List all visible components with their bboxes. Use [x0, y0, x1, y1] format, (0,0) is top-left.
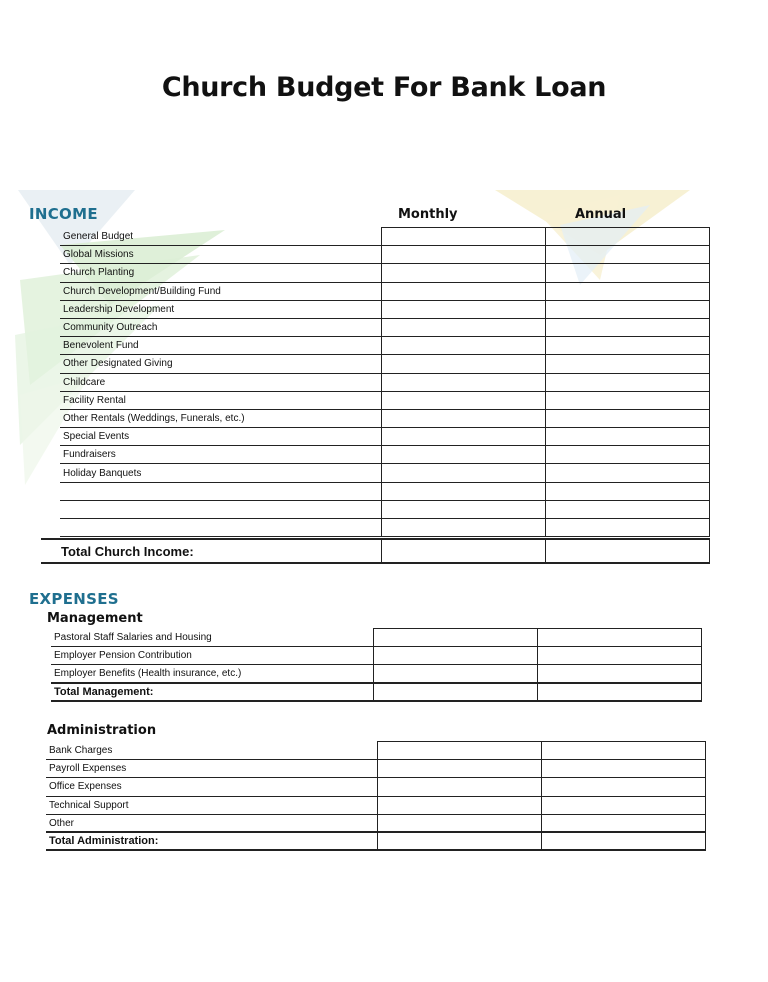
- management-total-monthly-cell[interactable]: [373, 683, 537, 701]
- income-row-label: General Budget: [60, 228, 381, 246]
- income-row: [60, 391, 709, 409]
- income-annual-cell[interactable]: [545, 337, 709, 355]
- administration-row: [46, 778, 705, 796]
- income-row: [60, 264, 709, 282]
- administration-row-label: Bank Charges: [46, 742, 377, 760]
- income-row-label: Other Rentals (Weddings, Funerals, etc.): [60, 409, 381, 427]
- income-row-label: Holiday Banquets: [60, 464, 381, 482]
- income-row-label: [60, 519, 381, 537]
- income-table: [60, 227, 710, 537]
- income-monthly-cell[interactable]: [381, 355, 545, 373]
- income-monthly-cell[interactable]: [381, 446, 545, 464]
- administration-total-annual-cell[interactable]: [541, 832, 705, 850]
- management-row: [51, 647, 701, 665]
- income-total-monthly-cell[interactable]: [381, 539, 545, 563]
- administration-annual-cell[interactable]: [541, 796, 705, 814]
- administration-total-monthly-cell[interactable]: [377, 832, 541, 850]
- administration-row: [46, 796, 705, 814]
- income-row-label: [60, 482, 381, 500]
- income-annual-cell[interactable]: [545, 264, 709, 282]
- income-annual-cell[interactable]: [545, 464, 709, 482]
- income-row-label: Church Planting: [60, 264, 381, 282]
- income-annual-cell[interactable]: [545, 446, 709, 464]
- income-monthly-cell[interactable]: [381, 228, 545, 246]
- income-annual-cell[interactable]: [545, 482, 709, 500]
- administration-monthly-cell[interactable]: [377, 760, 541, 778]
- administration-total-label: Total Administration:: [46, 832, 377, 850]
- income-monthly-cell[interactable]: [381, 282, 545, 300]
- income-row: [60, 282, 709, 300]
- income-annual-cell[interactable]: [545, 355, 709, 373]
- income-monthly-cell[interactable]: [381, 464, 545, 482]
- income-annual-cell[interactable]: [545, 519, 709, 537]
- income-annual-cell[interactable]: [545, 500, 709, 518]
- income-row-label: Community Outreach: [60, 318, 381, 336]
- income-row-label: [60, 500, 381, 518]
- administration-annual-cell[interactable]: [541, 760, 705, 778]
- administration-row-label: Technical Support: [46, 796, 377, 814]
- annual-column-header: Annual: [575, 207, 627, 222]
- management-row-label: Employer Benefits (Health insurance, etc.): [51, 665, 373, 683]
- management-row: [51, 629, 701, 647]
- income-heading: INCOME: [29, 205, 98, 223]
- income-row: [60, 409, 709, 427]
- income-annual-cell[interactable]: [545, 409, 709, 427]
- administration-monthly-cell[interactable]: [377, 742, 541, 760]
- income-row-label: Special Events: [60, 428, 381, 446]
- management-monthly-cell[interactable]: [373, 647, 537, 665]
- income-row: [60, 428, 709, 446]
- income-row-label: Benevolent Fund: [60, 337, 381, 355]
- income-monthly-cell[interactable]: [381, 519, 545, 537]
- administration-monthly-cell[interactable]: [377, 796, 541, 814]
- administration-row-label: Office Expenses: [46, 778, 377, 796]
- income-row-label: Fundraisers: [60, 446, 381, 464]
- income-monthly-cell[interactable]: [381, 337, 545, 355]
- income-annual-cell[interactable]: [545, 228, 709, 246]
- administration-heading: Administration: [47, 723, 157, 738]
- income-row-label: Leadership Development: [60, 300, 381, 318]
- management-annual-cell[interactable]: [537, 665, 701, 683]
- income-monthly-cell[interactable]: [381, 246, 545, 264]
- income-total-annual-cell[interactable]: [545, 539, 709, 563]
- income-row: [60, 318, 709, 336]
- administration-row-label: Other: [46, 814, 377, 832]
- income-row-label: Childcare: [60, 373, 381, 391]
- income-row: [60, 482, 709, 500]
- administration-monthly-cell[interactable]: [377, 814, 541, 832]
- income-annual-cell[interactable]: [545, 282, 709, 300]
- income-total-row: [41, 539, 709, 563]
- administration-total-row: [46, 832, 705, 850]
- income-row: [60, 446, 709, 464]
- income-monthly-cell[interactable]: [381, 391, 545, 409]
- income-monthly-cell[interactable]: [381, 482, 545, 500]
- income-total-label: Total Church Income:: [41, 539, 381, 563]
- income-row: [60, 373, 709, 391]
- income-row-label: Other Designated Giving: [60, 355, 381, 373]
- management-monthly-cell[interactable]: [373, 665, 537, 683]
- income-monthly-cell[interactable]: [381, 264, 545, 282]
- income-row: [60, 300, 709, 318]
- management-total-row: [51, 683, 701, 701]
- income-annual-cell[interactable]: [545, 318, 709, 336]
- administration-row: [46, 760, 705, 778]
- income-annual-cell[interactable]: [545, 373, 709, 391]
- administration-annual-cell[interactable]: [541, 778, 705, 796]
- administration-row: [46, 814, 705, 832]
- income-monthly-cell[interactable]: [381, 300, 545, 318]
- management-annual-cell[interactable]: [537, 629, 701, 647]
- income-row-label: Church Development/Building Fund: [60, 282, 381, 300]
- management-row: [51, 665, 701, 683]
- management-heading: Management: [47, 611, 143, 626]
- administration-annual-cell[interactable]: [541, 742, 705, 760]
- income-monthly-cell[interactable]: [381, 409, 545, 427]
- management-monthly-cell[interactable]: [373, 629, 537, 647]
- monthly-column-header: Monthly: [398, 207, 458, 222]
- income-row: [60, 246, 709, 264]
- income-monthly-cell[interactable]: [381, 373, 545, 391]
- income-row: [60, 337, 709, 355]
- management-table: [51, 628, 702, 702]
- page-title: Church Budget For Bank Loan: [161, 72, 607, 103]
- management-total-annual-cell[interactable]: [537, 683, 701, 701]
- income-row: [60, 228, 709, 246]
- income-annual-cell[interactable]: [545, 300, 709, 318]
- management-row-label: Employer Pension Contribution: [51, 647, 373, 665]
- income-row-label: Global Missions: [60, 246, 381, 264]
- income-row: [60, 355, 709, 373]
- administration-monthly-cell[interactable]: [377, 778, 541, 796]
- income-annual-cell[interactable]: [545, 391, 709, 409]
- management-annual-cell[interactable]: [537, 647, 701, 665]
- income-total-table: [41, 538, 710, 564]
- income-monthly-cell[interactable]: [381, 428, 545, 446]
- administration-table: [46, 741, 706, 851]
- income-monthly-cell[interactable]: [381, 318, 545, 336]
- administration-row-label: Payroll Expenses: [46, 760, 377, 778]
- expenses-heading: EXPENSES: [29, 590, 119, 608]
- administration-row: [46, 742, 705, 760]
- management-row-label: Pastoral Staff Salaries and Housing: [51, 629, 373, 647]
- income-annual-cell[interactable]: [545, 428, 709, 446]
- income-annual-cell[interactable]: [545, 246, 709, 264]
- income-row: [60, 500, 709, 518]
- income-row-label: Facility Rental: [60, 391, 381, 409]
- income-row: [60, 464, 709, 482]
- income-monthly-cell[interactable]: [381, 500, 545, 518]
- management-total-label: Total Management:: [51, 683, 373, 701]
- administration-annual-cell[interactable]: [541, 814, 705, 832]
- income-row: [60, 519, 709, 537]
